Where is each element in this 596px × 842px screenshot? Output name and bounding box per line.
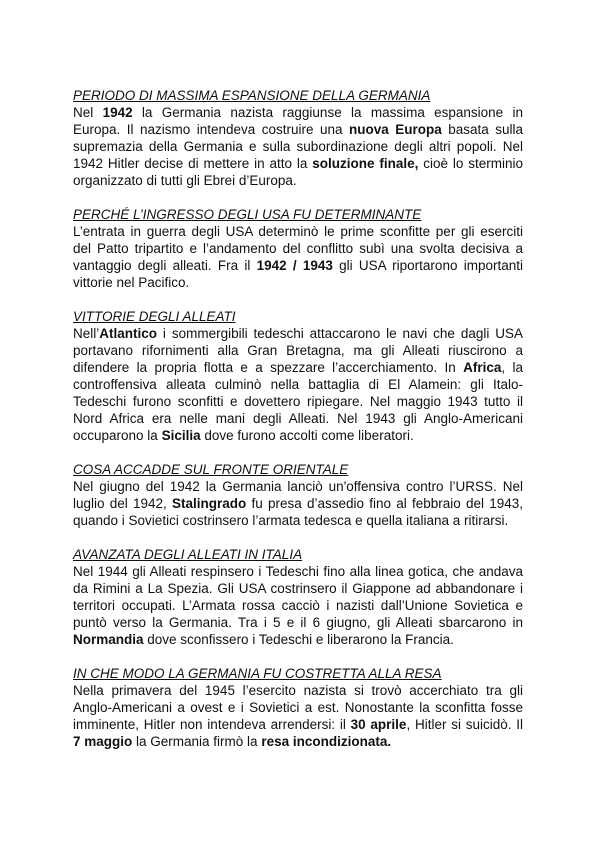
section-heading: PERCHÉ L’INGRESSO DEGLI USA FU DETERMINANTE bbox=[73, 207, 422, 222]
text-run-bold: soluzione finale, bbox=[312, 156, 419, 171]
section-heading: PERIODO DI MASSIMA ESPANSIONE DELLA GERMANIA bbox=[73, 88, 431, 103]
section-expansion bbox=[73, 87, 523, 189]
section-heading: IN CHE MODO LA GERMANIA FU COSTRETTA ALLA RESA bbox=[73, 666, 442, 681]
section-heading: VITTORIE DEGLI ALLEATI bbox=[73, 309, 236, 324]
text-run-bold: Stalingrado bbox=[172, 496, 247, 511]
section-allied-victories bbox=[73, 308, 523, 444]
text-run-bold: resa incondizionata. bbox=[261, 734, 392, 749]
section-paragraph bbox=[73, 478, 523, 529]
section-paragraph bbox=[73, 325, 523, 444]
section-paragraph bbox=[73, 104, 523, 189]
text-run: cioè lo sterminio organizzato di tutti gli Ebrei d’Europa. bbox=[73, 156, 523, 188]
section-italy-advance bbox=[73, 546, 523, 648]
text-run-bold: 1942 / 1943 bbox=[256, 258, 333, 273]
section-eastern-front bbox=[73, 461, 523, 529]
text-run-bold: 1942 bbox=[102, 105, 133, 120]
section-paragraph bbox=[73, 563, 523, 648]
text-run-bold: Normandia bbox=[73, 632, 144, 647]
text-run: Nel giugno del 1942 la Germania lanciò un'offensiva contro l’URSS. Nel luglio del 1942, bbox=[73, 479, 523, 511]
text-run-bold: nuova Europa bbox=[349, 122, 442, 137]
text-run: fu presa d’assedio fino al febbraio del 1943, quando i Sovietici costrinsero l’armata tedesca e quella italiana a ritirarsi. bbox=[73, 496, 523, 528]
text-run-bold: Africa bbox=[463, 360, 502, 375]
document-page bbox=[73, 87, 523, 767]
text-run: la Germania nazista raggiunse la massima espansione in Europa. Il nazismo intendeva costruire una bbox=[73, 105, 524, 137]
text-run-bold: 7 maggio bbox=[73, 734, 133, 749]
text-run-bold: 30 aprile bbox=[350, 717, 407, 732]
section-heading: COSA ACCADDE SUL FRONTE ORIENTALE bbox=[73, 462, 349, 477]
text-run: basata sulla supremazia della Germania e sulla subordinazione degli altri popoli. Nel 1942 Hitler decise di mettere in atto la bbox=[73, 122, 523, 171]
text-run: la Germania firmò la bbox=[132, 734, 262, 749]
section-paragraph bbox=[73, 223, 523, 291]
text-run: L’entrata in guerra degli USA determinò le prime sconfitte per gli eserciti del Patto tripartito e l’andamento del conflitto subì una svolta decisiva a vantaggio degli alleati. Fra il bbox=[73, 224, 523, 273]
text-run: Nel 1944 gli Alleati respinsero i Tedeschi fino alla linea gotica, che andava da Rimini a La Spezia. Gli USA costrinsero il Giappone ad abbandonare i territori occupati. L’Armata rossa cacciò i nazisti dall’Unione Sovietica e puntò verso la Germania. Tra i 5 e il 6 giugno, gli Alleati sbarcarono in bbox=[73, 564, 523, 630]
text-run: Nell’ bbox=[73, 326, 100, 341]
section-surrender bbox=[73, 665, 523, 750]
text-run: Nella primavera del 1945 l’esercito nazista si trovò accerchiato tra gli Anglo-Americani a ovest e i Sovietici a est. Nonostante la sconfitta fosse imminente, Hitler non intendeva arrendersi: il bbox=[73, 683, 523, 732]
text-run: Nel bbox=[73, 105, 103, 120]
text-run: i sommergibili tedeschi attaccarono le navi che dagli USA portavano rifornimenti alla Gran Bretagna, ma gli Alleati riuscirono a difendere la propria flotta e a spezzare l’accerchiamento. In bbox=[73, 326, 523, 375]
section-usa bbox=[73, 206, 523, 291]
text-run: , Hitler si suicidò. Il bbox=[406, 717, 523, 732]
text-run-bold: Atlantico bbox=[99, 326, 158, 341]
text-run: dove furono accolti come liberatori. bbox=[200, 428, 414, 443]
section-heading: AVANZATA DEGLI ALLEATI IN ITALIA bbox=[73, 547, 303, 562]
text-run: , la controffensiva alleata culminò nella battaglia di El Alamein: gli Italo-Tedeschi furono sconfitti e dovettero ripiegare. Nel maggio 1943 tutto il Nord Africa era nelle mani degli Alleati. Nel 1943 gli Anglo-Americani occuparono la bbox=[73, 360, 523, 443]
text-run: dove sconfissero i Tedeschi e liberarono la Francia. bbox=[143, 632, 454, 647]
text-run-bold: Sicilia bbox=[161, 428, 201, 443]
section-paragraph bbox=[73, 682, 523, 750]
text-run: gli USA riportarono importanti vittorie nel Pacifico. bbox=[73, 258, 523, 290]
